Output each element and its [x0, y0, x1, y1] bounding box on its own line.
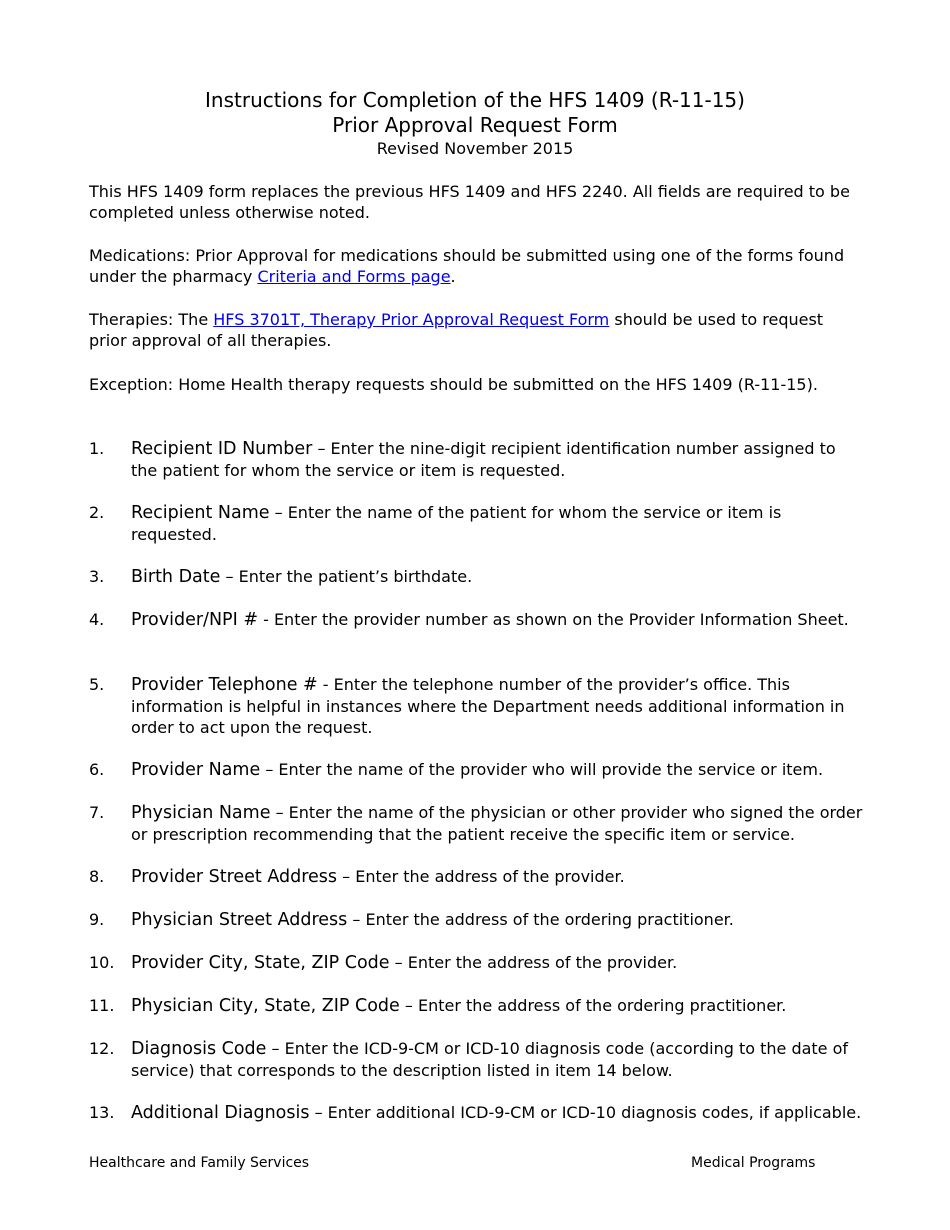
item-number: 5. [89, 675, 105, 694]
item-body [131, 1038, 864, 1081]
exception-paragraph: Exception: Home Health therapy requests should be submitted on the HFS 1409 (R-11-15). [89, 375, 818, 394]
list-item [89, 566, 864, 588]
list-item [89, 1038, 864, 1081]
item-term: Provider Telephone # [131, 675, 318, 695]
item-body [131, 1102, 864, 1124]
item-separator: – [347, 910, 366, 929]
item-body [131, 566, 864, 588]
criteria-forms-link[interactable]: Criteria and Forms page [257, 267, 451, 286]
item-term: Recipient Name [131, 503, 270, 523]
item-text: Enter the address of the ordering practitioner. [365, 910, 734, 929]
list-item [89, 909, 864, 931]
item-text: Enter the nine-digit recipient identification number assigned to the patient for whom the service or item is requested. [131, 439, 836, 480]
footer-right: Medical Programs [691, 1155, 816, 1171]
item-separator: – [266, 1039, 285, 1058]
medications-paragraph [89, 245, 864, 287]
item-number: 7. [89, 803, 105, 822]
item-text: Enter the name of the physician or other provider who signed the order or prescription recommending that the patient receive the specific item or service. [131, 803, 863, 844]
document-subtitle: Prior Approval Request Form [332, 113, 618, 137]
item-separator: - [317, 675, 334, 694]
item-separator: – [269, 503, 288, 522]
item-text: Enter the address of the provider. [407, 953, 678, 972]
item-number: 4. [89, 610, 105, 629]
therapy-form-link[interactable]: HFS 3701T, Therapy Prior Approval Request Form [213, 310, 610, 329]
list-item [89, 759, 864, 781]
item-body [131, 609, 864, 631]
list-item [89, 866, 864, 888]
list-item [89, 609, 864, 631]
item-number: 13. [89, 1103, 115, 1122]
item-number: 12. [89, 1039, 115, 1058]
item-separator: – [389, 953, 408, 972]
item-separator: – [220, 567, 239, 586]
item-term: Additional Diagnosis [131, 1103, 310, 1123]
item-body [131, 502, 864, 545]
item-text: Enter the name of the provider who will provide the service or item. [278, 760, 824, 779]
footer-left: Healthcare and Family Services [89, 1155, 310, 1171]
item-body [131, 909, 864, 931]
document-header [0, 88, 950, 160]
item-text: Enter the provider number as shown on the Provider Information Sheet. [273, 610, 849, 629]
item-term: Physician City, State, ZIP Code [131, 996, 400, 1016]
list-item [89, 438, 864, 481]
item-text: Enter the patient’s birthdate. [238, 567, 473, 586]
therapies-suffix: should be used to request prior approval of all therapies. [89, 310, 824, 350]
item-term: Physician Name [131, 803, 271, 823]
item-body [131, 438, 864, 481]
item-separator: – [337, 867, 356, 886]
intro-paragraph: This HFS 1409 form replaces the previous HFS 1409 and HFS 2240. All fields are required to be completed unless otherwise noted. [89, 182, 850, 222]
item-term: Birth Date [131, 567, 221, 587]
item-text: Enter the name of the patient for whom the service or item is requested. [131, 503, 782, 544]
item-number: 10. [89, 953, 115, 972]
item-text: Enter the telephone number of the provider’s office. This information is helpful in instances where the Department needs additional information in order to act upon the request. [131, 675, 845, 737]
item-number: 3. [89, 567, 105, 586]
item-body [131, 866, 864, 888]
item-separator: - [257, 610, 274, 629]
item-separator: – [270, 803, 289, 822]
item-body [131, 759, 864, 781]
list-item [89, 1102, 864, 1124]
item-term: Provider City, State, ZIP Code [131, 953, 390, 973]
item-text: Enter the address of the provider. [355, 867, 625, 886]
item-text: Enter the address of the ordering practitioner. [417, 996, 787, 1015]
item-separator: – [399, 996, 418, 1015]
item-number: 6. [89, 760, 105, 779]
item-body [131, 802, 864, 845]
item-number: 8. [89, 867, 105, 886]
therapies-text: Therapies: The [89, 310, 214, 329]
list-item [89, 802, 864, 845]
list-item [89, 952, 864, 974]
item-text: Enter the ICD-9-CM or ICD-10 diagnosis code (according to the date of service) that corresponds to the description listed in item 14 below. [131, 1039, 849, 1080]
item-number: 11. [89, 996, 115, 1015]
revision-date: Revised November 2015 [376, 139, 574, 158]
list-item [89, 502, 864, 545]
item-number: 1. [89, 439, 105, 458]
item-text: Enter additional ICD-9-CM or ICD-10 diagnosis codes, if applicable. [327, 1103, 862, 1122]
item-number: 2. [89, 503, 105, 522]
item-body [131, 952, 864, 974]
item-term: Provider Street Address [131, 867, 338, 887]
item-separator: – [260, 760, 279, 779]
document-title: Instructions for Completion of the HFS 1409 (R-11-15) [205, 88, 745, 112]
item-term: Recipient ID Number [131, 439, 313, 459]
item-body [131, 674, 864, 738]
item-separator: – [309, 1103, 328, 1122]
item-term: Physician Street Address [131, 910, 348, 930]
list-item [89, 674, 864, 738]
item-term: Diagnosis Code [131, 1039, 267, 1059]
medications-suffix: . [450, 267, 456, 286]
item-body [131, 995, 864, 1017]
item-term: Provider/NPI # [131, 610, 258, 630]
therapies-paragraph [89, 309, 864, 351]
item-term: Provider Name [131, 760, 261, 780]
list-item [89, 995, 864, 1017]
item-number: 9. [89, 910, 105, 929]
item-separator: – [312, 439, 331, 458]
medications-text: Medications: Prior Approval for medications should be submitted using one of the forms found under the pharmacy [89, 246, 845, 286]
